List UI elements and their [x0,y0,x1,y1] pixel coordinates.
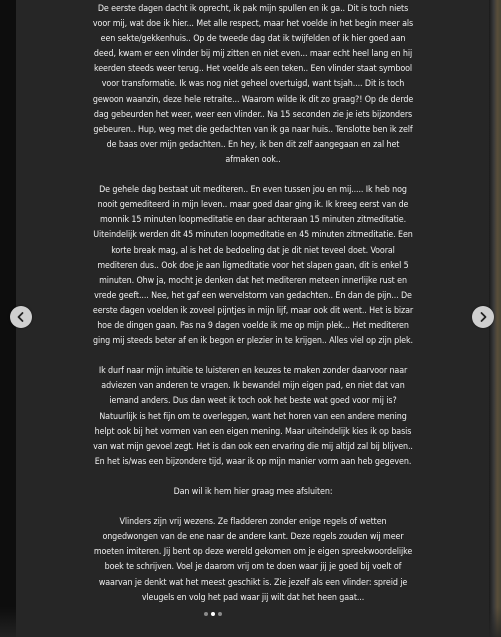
story-paragraph-4: Dan wil ik hem hier graag mee afsluiten: [173,487,333,497]
story-paragraph-3: Ik durf naar mijn intuïtie te luisteren en keuzes te maken zonder daarvoor naar adviezen van anderen te vragen. Ik bewandel mijn eigen pad, en niet dat van iemand anders. Dus dan weet ik toch ook het beste wat goed voor mij is? Natuurlijk is het fijn om te overleggen, want het horen van een andere mening helpt ook bij het vormen van een eigen mening. Maar uiteindelijk kies ik op basis van wat mijn gevoel zegt. Het is dan ook een ervaring die mij altijd zal bij blijven.. En het is/was een bijzondere tijd, waar ik op mijn manier vorm aan heb gegeven. [93,366,413,467]
story-paragraph-1: De eerste dagen dacht ik oprecht, ik pak mijn spullen en ik ga.. Dit is toch niets voor mij, wat doe ik hier... Met alle respect, maar het voelde in het begin meer als een sekte/gekkenhuis.. Op de tweede dag dat ik twijfelden of ik hier goed aan deed, kwam er een vlinder bij mij zitten en niet even... maar echt heel lang en hij keerden steeds weer terug.. Het voelde als een teken.. Een vlinder staat symbool voor transformatie. Ik was nog niet geheel overtuigd, want tsjah.... Dit is toch gewoon waanzin, deze hele retraite... Waarom wilde ik dit zo graag?! Op de derde dag gebeurden het weer, weer een vlinder.. Na 15 seconden zie je iets bijzonders gebeuren.. Hup, weg met die gedachten van ik ga naar huis.. Tenslotte ben ik zelf de baas over mijn gedachten.. En hey, ik ben dit zelf aangegaan en zal het afmaken ook.. [92,4,414,165]
pagination-dot[interactable] [204,612,208,616]
story-paragraph-2: De gehele dag bestaat uit mediteren.. En even tussen jou en mij..... Ik heb nog nooit gemediteerd in mijn leven.. maar goed daar ging ik. Ik kreeg eerst van de monnik 15 minuten loopmeditatie en daar achteraan 15 minuten zitmeditatie. Uiteindelijk werden dit 45 minuten loopmeditatie en 45 minuten zitmeditatie. Een korte break mag, al is het de bedoeling dat je dit niet teveel doet. Vooral mediteren dus.. Ook doe je aan ligmeditatie voor het slapen gaan, dit is enkel 5 minuten. Ohw ja, mocht je denken dat het mediteren meteen innerlijke rust en vrede geeft.... Nee, het gaf een wervelstorm van gedachten.. En dan de pijn... De eerste dagen voelden ik zoveel pijntjes in mijn lijf, maar ook dit went.. Het is bizar hoe de dingen gaan. Pas na 9 dagen voelde ik me op mijn plek... Het mediteren ging mij steeds beter af en ik begon er plezier in te krijgen.. Alles viel op zijn plek. [92,185,414,347]
story-paragraph-5: Vlinders zijn vrij wezens. Ze fladderen zonder enige regels of wetten ongedwongen van de ene naar de andere kant. Deze regels zouden wij meer moeten imiteren. Jij bent op deze wereld gekomen om je eigen spreekwoordelijke boek te schrijven. Voel je daarom vrij om te doen waar jij je goed bij voelt of waarvan je denkt wat het meest geschikt is. Zie jezelf als een vlinder: spreid je vleugels en volg het pad waar jij wilt dat het heen gaat... [93,517,413,603]
chevron-right-icon [477,311,489,323]
pagination-dot[interactable] [218,612,222,616]
pagination-dots [204,612,222,616]
chevron-left-icon [15,311,27,323]
story-text [92,2,414,621]
previous-button[interactable] [10,306,32,328]
next-button[interactable] [472,306,494,328]
bottom-fade [0,607,501,637]
pagination-dot[interactable] [211,612,215,616]
